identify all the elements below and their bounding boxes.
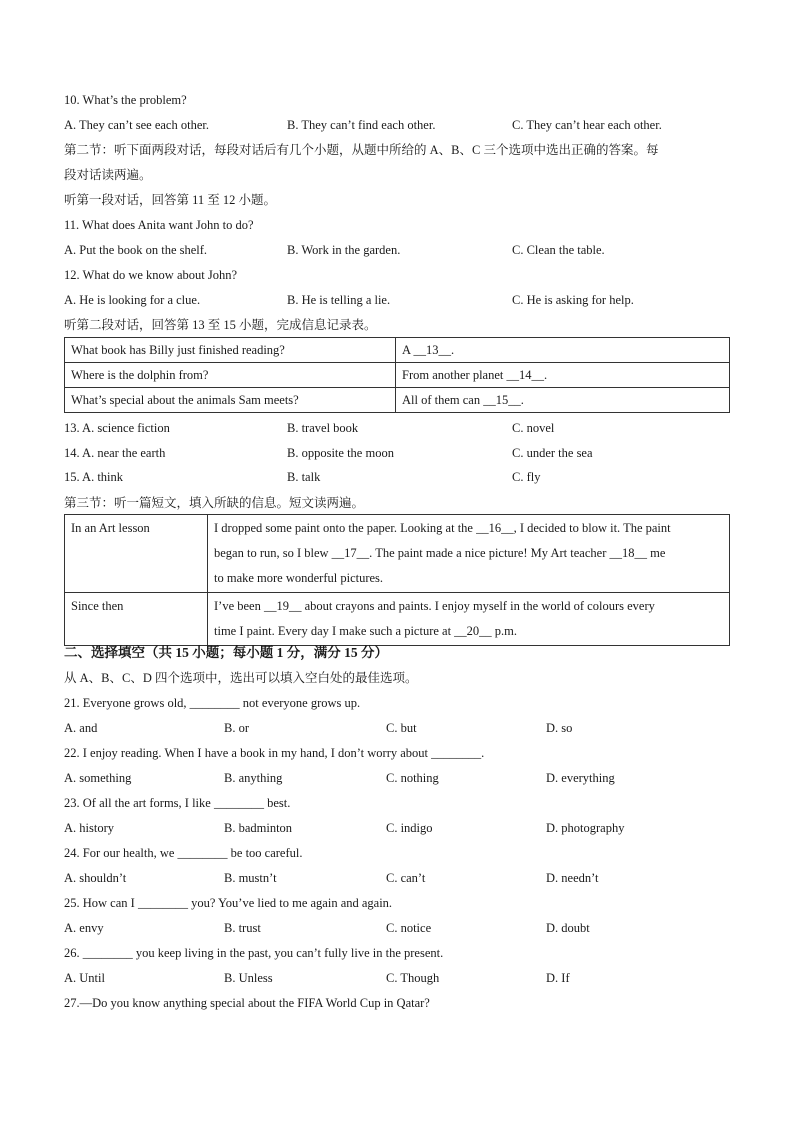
section2-instruction-line1: 第二节：听下面两段对话，每段对话后有几个小题，从题中所给的 A、B、C 三个选项中选出正确的答案。每 bbox=[64, 143, 659, 157]
table-cell-question: What’s special about the animals Sam meets? bbox=[65, 388, 396, 413]
q23-option-d: D. photography bbox=[546, 821, 625, 835]
question-12-stem: 12. What do we know about John? bbox=[64, 268, 238, 282]
question-22-stem: 22. I enjoy reading. When I have a book in my hand, I don’t worry about ________. bbox=[64, 746, 485, 760]
answer-suffix: . bbox=[450, 343, 455, 357]
q23-option-a: A. history bbox=[64, 821, 114, 835]
q24-option-b: B. mustn’t bbox=[224, 871, 277, 885]
table-row bbox=[65, 388, 730, 413]
question-23-stem: 23. Of all the art forms, I like ________ best. bbox=[64, 796, 291, 810]
q12-option-b: B. He is telling a lie. bbox=[287, 293, 391, 307]
table-row bbox=[65, 338, 730, 363]
q26-option-d: D. If bbox=[546, 971, 570, 985]
q26-option-b: B. Unless bbox=[224, 971, 273, 985]
q22-option-d: D. everything bbox=[546, 771, 615, 785]
question-25-stem: 25. How can I ________ you? You’ve lied to me again and again. bbox=[64, 896, 393, 910]
answer-prefix: From another planet bbox=[402, 368, 507, 382]
q23-option-b: B. badminton bbox=[224, 821, 293, 835]
q11-option-c: C. Clean the table. bbox=[512, 243, 605, 257]
answer-suffix: . bbox=[520, 393, 524, 407]
answer-prefix: A bbox=[402, 343, 414, 357]
table-cell-question: Where is the dolphin from? bbox=[65, 363, 396, 388]
passage-line: I dropped some paint onto the paper. Looking at the __16__, I decided to blow it. The paint bbox=[214, 521, 671, 535]
question-26-stem: 26. ________ you keep living in the past, you can’t fully live in the present. bbox=[64, 946, 444, 960]
q11-option-a: A. Put the book on the shelf. bbox=[64, 243, 208, 257]
table-cell-answer bbox=[396, 388, 730, 413]
table-row bbox=[65, 515, 730, 593]
question-24-stem: 24. For our health, we ________ be too careful. bbox=[64, 846, 303, 860]
passage-line: began to run, so I blew __17__. The paint made a nice picture! My Art teacher __18__ me bbox=[214, 546, 666, 560]
table-cell-answer bbox=[396, 338, 730, 363]
q10-option-b: B. They can’t find each other. bbox=[287, 118, 436, 132]
q12-option-a: A. He is looking for a clue. bbox=[64, 293, 201, 307]
table-row bbox=[65, 593, 730, 646]
q22-option-a: A. something bbox=[64, 771, 132, 785]
q14-option-a: 14. A. near the earth bbox=[64, 446, 166, 460]
question-11-stem: 11. What does Anita want John to do? bbox=[64, 218, 254, 232]
q21-option-d: D. so bbox=[546, 721, 573, 735]
q24-option-d: D. needn’t bbox=[546, 871, 599, 885]
section3-instruction: 第三节：听一篇短文，填入所缺的信息。短文读两遍。 bbox=[64, 496, 365, 510]
q14-option-c: C. under the sea bbox=[512, 446, 593, 460]
table-cell-passage bbox=[208, 515, 730, 593]
question-27-stem: 27.—Do you know anything special about the FIFA World Cup in Qatar? bbox=[64, 996, 430, 1010]
q10-option-c: C. They can’t hear each other. bbox=[512, 118, 662, 132]
answer-blank-14: __14__ bbox=[506, 368, 544, 382]
part2-title: 二、选择填空（共 15 小题；每小题 1 分，满分 15 分） bbox=[64, 645, 388, 660]
dialog2-instruction: 听第二段对话，回答第 13 至 15 小题，完成信息记录表。 bbox=[64, 318, 377, 332]
part2-instruction: 从 A、B、C、D 四个选项中，选出可以填入空白处的最佳选项。 bbox=[64, 671, 418, 685]
answer-blank-15: __15__ bbox=[483, 393, 521, 407]
q26-option-c: C. Though bbox=[386, 971, 440, 985]
q22-option-b: B. anything bbox=[224, 771, 283, 785]
question-21-stem: 21. Everyone grows old, ________ not everyone grows up. bbox=[64, 696, 361, 710]
q25-option-a: A. envy bbox=[64, 921, 104, 935]
q26-option-a: A. Until bbox=[64, 971, 105, 985]
q21-option-a: A. and bbox=[64, 721, 98, 735]
answer-prefix: All of them can bbox=[402, 393, 484, 407]
dialog1-instruction: 听第一段对话，回答第 11 至 12 小题。 bbox=[64, 193, 277, 207]
q11-option-b: B. Work in the garden. bbox=[287, 243, 401, 257]
table-row bbox=[65, 363, 730, 388]
q25-option-c: C. notice bbox=[386, 921, 432, 935]
q13-option-b: B. travel book bbox=[287, 421, 359, 435]
passage-line: time I paint. Every day I make such a picture at __20__ p.m. bbox=[214, 624, 518, 638]
q23-option-c: C. indigo bbox=[386, 821, 433, 835]
q12-option-c: C. He is asking for help. bbox=[512, 293, 634, 307]
table-cell-question: What book has Billy just finished reading? bbox=[65, 338, 396, 363]
q24-option-a: A. shouldn’t bbox=[64, 871, 127, 885]
q22-option-c: C. nothing bbox=[386, 771, 439, 785]
q13-option-a: 13. A. science fiction bbox=[64, 421, 170, 435]
passage-line: to make more wonderful pictures. bbox=[214, 571, 384, 585]
answer-suffix: . bbox=[544, 368, 548, 382]
table-cell-answer bbox=[396, 363, 730, 388]
q13-option-c: C. novel bbox=[512, 421, 555, 435]
question-10-stem: 10. What’s the problem? bbox=[64, 93, 187, 107]
q15-option-a: 15. A. think bbox=[64, 470, 124, 484]
table-cell-label: Since then bbox=[65, 593, 208, 646]
q10-option-a: A. They can’t see each other. bbox=[64, 118, 209, 132]
q15-option-b: B. talk bbox=[287, 470, 321, 484]
q15-option-c: C. fly bbox=[512, 470, 541, 484]
q14-option-b: B. opposite the moon bbox=[287, 446, 394, 460]
q24-option-c: C. can’t bbox=[386, 871, 426, 885]
section2-instruction-line2: 段对话读两遍。 bbox=[64, 168, 152, 182]
q21-option-c: C. but bbox=[386, 721, 417, 735]
passage-line: I’ve been __19__ about crayons and paints. I enjoy myself in the world of colours every bbox=[214, 599, 655, 613]
passage-table bbox=[64, 514, 730, 646]
q25-option-b: B. trust bbox=[224, 921, 261, 935]
q21-option-b: B. or bbox=[224, 721, 249, 735]
table-cell-passage bbox=[208, 593, 730, 646]
q25-option-d: D. doubt bbox=[546, 921, 590, 935]
answer-blank-13: __13__ bbox=[413, 343, 451, 357]
info-record-table bbox=[64, 337, 730, 413]
table-cell-label: In an Art lesson bbox=[65, 515, 208, 593]
